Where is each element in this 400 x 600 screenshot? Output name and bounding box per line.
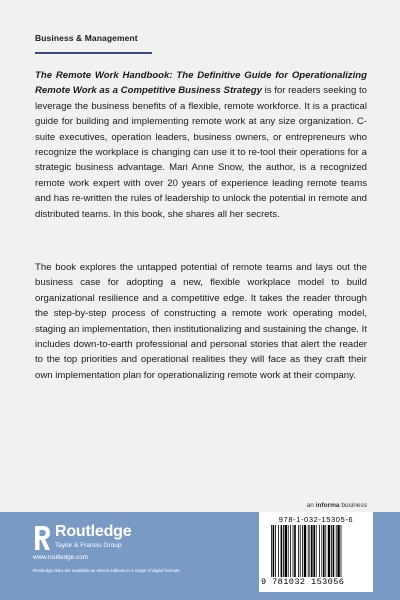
- publisher-ebook-note: Routledge titles are available as eBook editions in a range of digital formats: [33, 568, 180, 573]
- publisher-url: www.routledge.com: [33, 554, 88, 561]
- barcode-bar: [293, 525, 294, 577]
- barcode-bar: [298, 525, 299, 577]
- description-paragraph-2: The book explores the untapped potential of remote teams and lays out the business case for adopting a new, flexible workplace model to build organizational resilience and a competitive edge. It takes the reader through the step-by-step process of constructing a remote work operating model, staging an implementation, then institutionalizing and sustaining the change. It includes down-to-earth professional and personal stories that alert the reader to the top priorities and operational realities they will face as they craft their own implementation plan for operationalizing remote work at their company.: [35, 262, 367, 381]
- barcode-bar: [311, 525, 313, 577]
- barcode-bars: [271, 525, 367, 577]
- barcode-bar: [337, 525, 339, 577]
- isbn-barcode: [259, 512, 373, 592]
- barcode-bar: [278, 525, 279, 577]
- publisher-name: Routledge: [55, 523, 132, 540]
- barcode-bar: [300, 525, 301, 577]
- barcode-bar: [309, 525, 310, 577]
- barcode-bar: [325, 525, 326, 577]
- barcode-bar: [281, 525, 283, 577]
- barcode-bar: [273, 525, 275, 577]
- publisher-group: Taylor & Francis Group: [55, 542, 122, 549]
- barcode-bar: [336, 525, 337, 577]
- barcode-bar: [288, 525, 289, 577]
- barcode-bar: [294, 525, 296, 577]
- informa-brand: informa: [315, 502, 340, 509]
- category-rule: [35, 52, 152, 54]
- book-title: The Remote Work Handbook: The Definitive Guide for Operationalizing Remote Work as a Competitive Business Strategy: [35, 70, 367, 97]
- barcode-bar: [328, 525, 330, 577]
- isbn-text: 978-1-032-15305-6: [278, 515, 354, 524]
- routledge-logo-icon: [33, 525, 51, 551]
- barcode-bar: [304, 525, 306, 577]
- barcode-bar: [308, 525, 309, 577]
- barcode-bar: [331, 525, 332, 577]
- publisher-block: [33, 523, 243, 595]
- category-label: Business & Management: [35, 33, 138, 43]
- barcode-bar: [285, 525, 287, 577]
- informa-credit: an informa business: [306, 502, 367, 509]
- barcode-bar: [275, 525, 276, 577]
- barcode-bar: [316, 525, 317, 577]
- barcode-bar: [321, 525, 322, 577]
- barcode-bar: [290, 525, 291, 577]
- barcode-bar: [333, 525, 335, 577]
- barcode-bar: [319, 525, 320, 577]
- barcode-bar: [283, 525, 284, 577]
- ean-digits: 9 781032 153056: [261, 577, 345, 587]
- description-text-1: is for readers seeking to leverage the business benefits of a flexible, remote workforce. It is a practical guide for building and implementing remote work at any size organization. C-suite executives, operation leaders, business owners, or entrepreneurs who recognize the workplace is changing can use it to re-tool their operations for a strategic business advantage. Mari Anne Snow, the author, is a recognized remote work expert with over 20 years of experience leading remote teams and has re-written the rules of leadership to unlock the potential in remote and distributed teams. In this book, she shares all her secrets.: [35, 85, 368, 220]
- barcode-bar: [313, 525, 315, 577]
- description-paragraph-1: [35, 68, 367, 222]
- barcode-bar: [341, 525, 342, 577]
- barcode-bar: [323, 525, 325, 577]
- barcode-bar: [302, 525, 303, 577]
- barcode-bar: [271, 525, 272, 577]
